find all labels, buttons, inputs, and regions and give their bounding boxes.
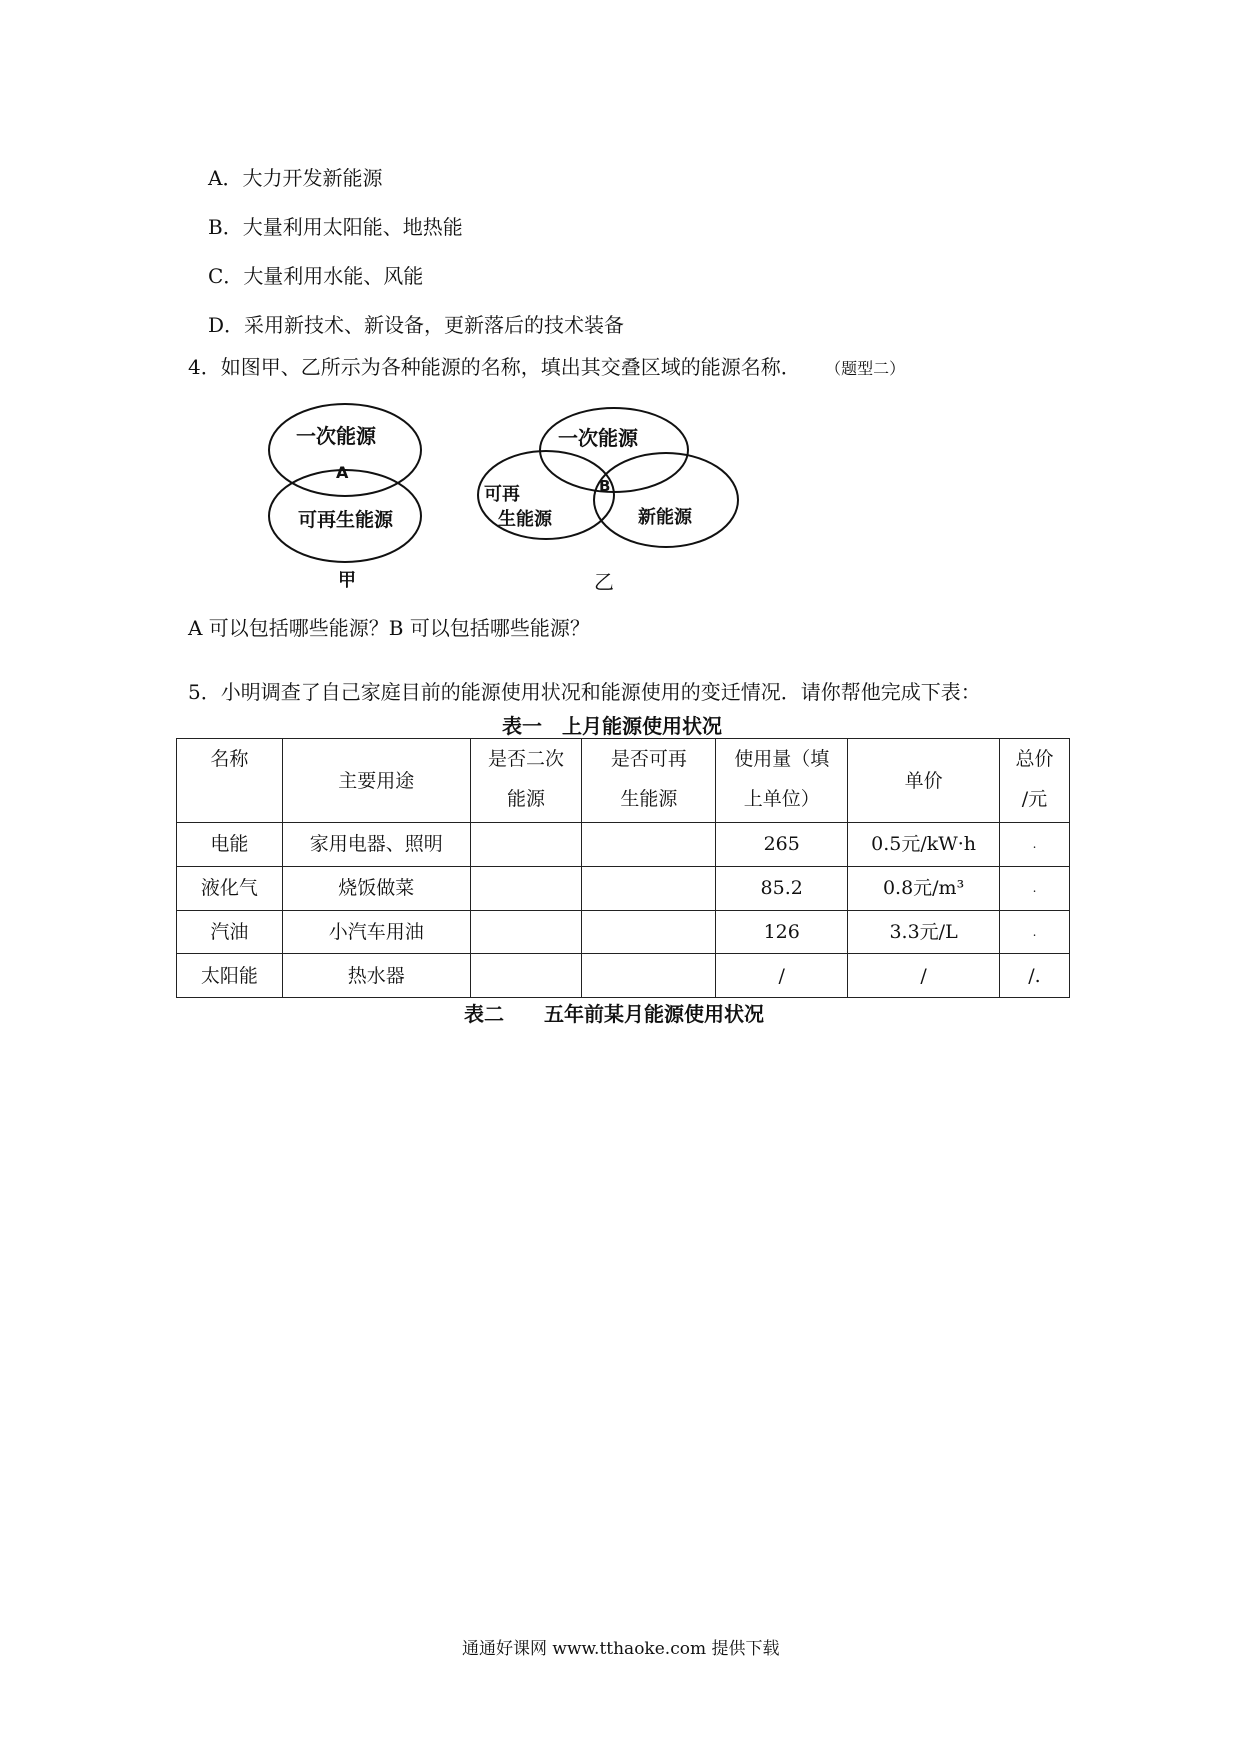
cell-secondary[interactable] xyxy=(470,910,582,954)
page-footer: 通通好课网 www.tthaoke.com 提供下载 xyxy=(462,1639,780,1659)
energy-usage-table xyxy=(176,738,1070,998)
venn-jia-top-label: 一次能源 xyxy=(296,424,376,448)
header-name: 名称 xyxy=(177,739,283,823)
option-a xyxy=(208,162,382,191)
option-letter: B． xyxy=(208,215,243,239)
venn-jia-caption: 甲 xyxy=(338,570,356,591)
option-text: 大量利用太阳能、地热能 xyxy=(242,215,463,239)
cell-use: 烧饭做菜 xyxy=(282,866,470,910)
cell-amount: 126 xyxy=(716,910,848,954)
cell-total[interactable]: . xyxy=(1000,866,1070,910)
table-2-caption: 表二 五年前某月能源使用状况 xyxy=(464,1002,764,1026)
cell-amount: / xyxy=(716,954,848,998)
venn-circle-new xyxy=(594,453,738,547)
option-letter: A． xyxy=(208,166,243,190)
cell-name: 电能 xyxy=(177,823,283,867)
header-renewable: 是否可再 生能源 xyxy=(582,739,716,823)
table-row xyxy=(177,866,1070,910)
header-amount: 使用量（填 上单位） xyxy=(716,739,848,823)
cell-total[interactable]: . xyxy=(1000,823,1070,867)
header-use: 主要用途 xyxy=(282,739,470,823)
option-d xyxy=(208,309,624,338)
cell-price: 3.3元/L xyxy=(848,910,1000,954)
venn-yi-left-label-line1: 可再 xyxy=(484,484,520,505)
venn-jia-bottom-label: 可再生能源 xyxy=(298,509,394,531)
cell-price: 0.5元/kW·h xyxy=(848,823,1000,867)
venn-yi-top-label: 一次能源 xyxy=(558,426,638,450)
option-text: 大力开发新能源 xyxy=(242,166,383,190)
option-letter: D． xyxy=(208,313,245,337)
cell-secondary[interactable] xyxy=(470,866,582,910)
cell-price: / xyxy=(848,954,1000,998)
venn-yi-left-label-line2: 生能源 xyxy=(498,509,552,530)
cell-secondary[interactable] xyxy=(470,954,582,998)
cell-total: /. xyxy=(1000,954,1070,998)
question-5-text: 5．小明调查了自己家庭目前的能源使用状况和能源使用的变迁情况．请你帮他完成下表： xyxy=(188,680,981,704)
venn-jia-overlap-label: A xyxy=(336,463,349,482)
cell-name: 液化气 xyxy=(177,866,283,910)
cell-use: 小汽车用油 xyxy=(282,910,470,954)
cell-name: 汽油 xyxy=(177,910,283,954)
question-4 xyxy=(188,351,905,380)
cell-renewable[interactable] xyxy=(582,910,716,954)
table-header-row xyxy=(177,739,1070,823)
cell-amount: 265 xyxy=(716,823,848,867)
cell-total[interactable]: . xyxy=(1000,910,1070,954)
venn-yi-caption: 乙 xyxy=(594,570,614,594)
cell-renewable[interactable] xyxy=(582,954,716,998)
cell-use: 热水器 xyxy=(282,954,470,998)
option-text: 采用新技术、新设备，更新落后的技术装备 xyxy=(244,313,625,337)
table-row xyxy=(177,823,1070,867)
header-secondary: 是否二次 能源 xyxy=(470,739,582,823)
venn-yi-overlap-label: B xyxy=(599,477,611,495)
cell-secondary[interactable] xyxy=(470,823,582,867)
cell-renewable[interactable] xyxy=(582,866,716,910)
option-letter: C． xyxy=(208,264,244,288)
cell-amount: 85.2 xyxy=(716,866,848,910)
question-type-tag: （题型二） xyxy=(825,359,906,378)
option-b xyxy=(208,211,463,240)
cell-use: 家用电器、照明 xyxy=(282,823,470,867)
table-row xyxy=(177,954,1070,998)
option-c xyxy=(208,260,423,289)
cell-name: 太阳能 xyxy=(177,954,283,998)
table-1-caption: 表一 上月能源使用状况 xyxy=(502,714,722,738)
venn-yi-right-label: 新能源 xyxy=(638,507,692,528)
cell-renewable[interactable] xyxy=(582,823,716,867)
header-total: 总价 /元 xyxy=(1000,739,1070,823)
header-price: 单价 xyxy=(848,739,1000,823)
table-row xyxy=(177,910,1070,954)
cell-price: 0.8元/m³ xyxy=(848,866,1000,910)
question-4-text: 4．如图甲、乙所示为各种能源的名称，填出其交叠区域的能源名称． xyxy=(188,355,801,379)
option-text: 大量利用水能、风能 xyxy=(243,264,424,288)
question-4-followup: A 可以包括哪些能源？B 可以包括哪些能源？ xyxy=(188,616,590,640)
